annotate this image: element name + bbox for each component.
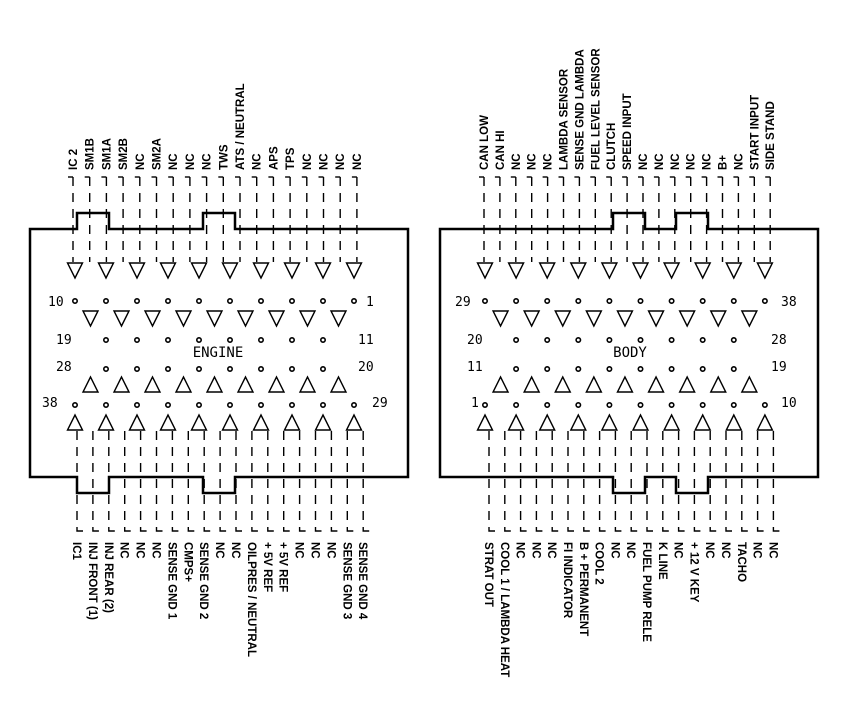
pin-contact — [228, 338, 232, 342]
pin-label-tps: TPS — [285, 147, 298, 170]
pin-arrow-up — [99, 415, 114, 430]
pin-arrow-up — [586, 377, 601, 392]
pin-contact — [669, 403, 673, 407]
pin-label-5v-ref: + 5V REF — [276, 542, 289, 593]
pin-label-nc: NC — [669, 153, 682, 170]
pin-contact — [701, 338, 705, 342]
pin-arrow-up — [145, 377, 160, 392]
pin-label-nc: NC — [251, 153, 264, 170]
pin-arrow-up — [680, 377, 695, 392]
pin-label-start-input: START INPUT — [749, 94, 762, 170]
pin-contact — [701, 367, 705, 371]
pin-arrow-down — [695, 263, 710, 278]
wire-end — [109, 528, 115, 531]
wire-end — [284, 528, 290, 531]
pin-contact — [228, 367, 232, 371]
pin-contact — [638, 299, 642, 303]
pin-contact — [732, 338, 736, 342]
pin-label-nc: NC — [766, 542, 779, 559]
wire-end — [489, 528, 495, 531]
pin-arrow-up — [509, 415, 524, 430]
pin-contact — [732, 299, 736, 303]
pin-number-label: 1 — [471, 396, 479, 411]
pin-label-ic-2: IC 2 — [68, 148, 80, 170]
pin-arrow-up — [161, 415, 176, 430]
pin-arrow-up — [331, 377, 346, 392]
pin-number-label: 1 — [366, 295, 374, 310]
pin-label-nc: NC — [638, 153, 650, 170]
pin-arrow-up — [602, 415, 617, 430]
pin-contact — [197, 403, 201, 407]
pin-contact — [545, 338, 549, 342]
wire-end — [521, 528, 527, 531]
pin-arrow-up — [176, 377, 191, 392]
pin-contact — [321, 299, 325, 303]
pin-arrow-down — [176, 311, 191, 326]
pin-label-nc: NC — [301, 153, 314, 170]
pin-label-nc: NC — [133, 542, 146, 559]
wire-end — [679, 528, 685, 531]
pin-label-clutch: CLUTCH — [606, 122, 619, 170]
pin-label-b: B+ — [717, 154, 730, 170]
pin-arrow-up — [617, 377, 632, 392]
wire-end — [125, 528, 131, 531]
pin-arrow-up — [711, 377, 726, 392]
pin-label-can-hi: CAN HI — [494, 130, 507, 170]
wire-end — [773, 528, 779, 531]
pin-arrow-down — [254, 263, 269, 278]
pin-arrow-up — [664, 415, 679, 430]
pin-arrow-down — [192, 263, 207, 278]
wire-end — [505, 528, 511, 531]
pin-label-nc: NC — [701, 153, 714, 170]
pin-arrow-down — [509, 263, 524, 278]
pin-arrow-up — [316, 415, 331, 430]
pin-arrow-down — [161, 263, 176, 278]
pin-arrow-up — [238, 377, 253, 392]
pin-contact — [73, 403, 77, 407]
pin-label-nc: NC — [213, 542, 226, 559]
pin-arrow-up — [269, 377, 284, 392]
pin-contact — [104, 367, 108, 371]
pin-arrow-down — [223, 263, 238, 278]
body-connector-title: BODY — [613, 345, 647, 361]
pin-label-inj-front-1: INJ FRONT (1) — [85, 542, 98, 620]
pin-label-nc: NC — [292, 542, 305, 559]
pin-arrow-up — [223, 415, 238, 430]
pin-contact — [135, 367, 139, 371]
pin-label-sense-gnd-3: SENSE GND 3 — [340, 542, 353, 620]
pin-label-k-line: K LINE — [655, 542, 668, 580]
pin-label-nc: NC — [733, 153, 746, 170]
pin-label-5v-ref: + 5V REF — [260, 542, 273, 593]
pin-label-nc: NC — [149, 542, 162, 559]
wire-end — [204, 528, 210, 531]
wire-end — [141, 528, 147, 531]
pin-label-tacho: TACHO — [734, 542, 747, 583]
pin-contact — [197, 338, 201, 342]
wire-end — [252, 528, 258, 531]
body-connector — [440, 48, 818, 678]
pin-contact — [104, 403, 108, 407]
pin-contact — [545, 299, 549, 303]
pin-contact — [135, 338, 139, 342]
pin-label-cool-1-lambda-heat: COOL 1 / LAMBDA HEAT — [497, 542, 510, 678]
pin-label-nc: NC — [201, 153, 214, 170]
pin-label-fi-indicator: FI INDICATOR — [561, 542, 573, 619]
pin-arrow-down — [114, 311, 129, 326]
pin-arrow-down — [540, 263, 555, 278]
pin-contact — [514, 338, 518, 342]
pin-arrow-down — [493, 311, 508, 326]
pin-arrow-up — [524, 377, 539, 392]
pin-arrow-down — [269, 311, 284, 326]
pin-label-sense-gnd-lambda: SENSE GND LAMBDA — [574, 49, 587, 170]
pin-contact — [228, 299, 232, 303]
wire-end — [157, 528, 163, 531]
pin-arrow-down — [555, 311, 570, 326]
pin-label-nc: NC — [608, 542, 621, 559]
wire-end — [710, 528, 716, 531]
pin-arrow-down — [207, 311, 222, 326]
pin-arrow-up — [300, 377, 315, 392]
pin-number-label: 10 — [48, 295, 64, 310]
pin-arrow-up — [649, 377, 664, 392]
pin-contact — [514, 403, 518, 407]
pin-label-nc: NC — [545, 542, 558, 559]
pin-contact — [576, 403, 580, 407]
pin-arrow-down — [285, 263, 300, 278]
pin-label-b-permanent: B + PERMANENT — [576, 542, 589, 637]
pin-label-nc: NC — [529, 542, 542, 559]
pin-label-tws: TWS — [218, 144, 231, 170]
pin-label-sense-gnd-4: SENSE GND 4 — [356, 542, 369, 620]
pin-contact — [290, 367, 294, 371]
pin-arrow-up — [571, 415, 586, 430]
pin-contact — [73, 299, 77, 303]
pin-arrow-down — [238, 311, 253, 326]
wire-end — [77, 528, 83, 531]
pin-contact — [607, 299, 611, 303]
pin-arrow-up — [114, 377, 129, 392]
pin-arrow-down — [316, 263, 331, 278]
pin-label-nc: NC — [653, 153, 666, 170]
wire-end — [363, 528, 369, 531]
pin-contact — [638, 403, 642, 407]
pin-contact — [352, 299, 356, 303]
pin-contact — [701, 403, 705, 407]
pin-contact — [576, 299, 580, 303]
wire-end — [300, 528, 306, 531]
pin-contact — [290, 403, 294, 407]
pin-number-label: 11 — [358, 333, 374, 348]
pin-contact — [638, 367, 642, 371]
pin-label-sense-gnd-1: SENSE GND 1 — [165, 542, 178, 620]
pin-contact — [259, 338, 263, 342]
pin-arrow-down — [99, 263, 114, 278]
pin-label-side-stand: SIDE STAND — [765, 101, 778, 170]
pin-arrow-up — [285, 415, 300, 430]
pin-contact — [545, 403, 549, 407]
pin-contact — [290, 338, 294, 342]
engine-connector — [30, 83, 408, 657]
pin-arrow-down — [602, 263, 617, 278]
pin-arrow-up — [478, 415, 493, 430]
pin-contact — [607, 338, 611, 342]
pin-number-label: 28 — [771, 333, 787, 348]
pin-label-nc: NC — [335, 153, 348, 170]
pin-arrow-up — [347, 415, 362, 430]
pin-contact — [732, 367, 736, 371]
pin-label-ic1: IC1 — [70, 542, 82, 560]
pin-label-cool-2: COOL 2 — [592, 542, 605, 585]
pin-arrow-down — [68, 263, 83, 278]
pin-arrow-down — [145, 311, 160, 326]
wire-end — [331, 528, 337, 531]
pin-arrow-down — [742, 311, 757, 326]
pin-label-nc: NC — [671, 542, 684, 559]
wire-end — [268, 528, 274, 531]
pin-contact — [607, 367, 611, 371]
pin-contact — [669, 299, 673, 303]
wire-end — [663, 528, 669, 531]
pin-number-label: 20 — [358, 360, 374, 375]
pin-label-nc: NC — [513, 542, 526, 559]
pin-contact — [197, 367, 201, 371]
pin-label-inj-rear-2: INJ REAR (2) — [101, 542, 114, 613]
pin-arrow-down — [83, 311, 98, 326]
wire-end — [172, 528, 178, 531]
pin-label-strat-out: STRAT OUT — [482, 542, 494, 607]
wire-end — [647, 528, 653, 531]
pin-number-label: 10 — [781, 396, 797, 411]
pin-label-aps: APS — [268, 146, 281, 170]
pin-contact — [352, 403, 356, 407]
pin-number-label: 38 — [42, 396, 58, 411]
pin-arrow-down — [680, 311, 695, 326]
pin-contact — [259, 367, 263, 371]
pin-contact — [483, 403, 487, 407]
pin-arrow-up — [192, 415, 207, 430]
pin-number-label: 20 — [467, 333, 483, 348]
pin-contact — [483, 299, 487, 303]
pin-arrow-up — [555, 377, 570, 392]
pin-contact — [290, 299, 294, 303]
pin-label-sm1a: SM1A — [101, 138, 114, 170]
pin-number-label: 29 — [372, 396, 388, 411]
pin-arrow-up — [254, 415, 269, 430]
pin-contact — [259, 403, 263, 407]
pin-arrow-down — [649, 311, 664, 326]
pin-contact — [259, 299, 263, 303]
pin-contact — [576, 338, 580, 342]
pin-contact — [321, 367, 325, 371]
wire-end — [615, 528, 621, 531]
pin-label-lambda-sensor: LAMBDA SENSOR — [558, 68, 571, 170]
pin-contact — [104, 338, 108, 342]
pin-arrow-up — [207, 377, 222, 392]
pin-label-nc: NC — [229, 542, 241, 559]
pin-contact — [166, 367, 170, 371]
pin-contact — [701, 299, 705, 303]
pin-number-label: 19 — [771, 360, 787, 375]
pin-number-label: 28 — [56, 360, 72, 375]
wire-end — [536, 528, 542, 531]
wire-end — [220, 528, 226, 531]
pin-contact — [732, 403, 736, 407]
engine-connector-title: ENGINE — [192, 345, 244, 361]
pin-label-cmps: CMPS+ — [181, 542, 194, 582]
pin-contact — [763, 299, 767, 303]
pin-contact — [135, 403, 139, 407]
pin-arrow-down — [478, 263, 493, 278]
pin-number-label: 19 — [56, 333, 72, 348]
pin-label-nc: NC — [685, 153, 698, 170]
pin-arrow-down — [571, 263, 586, 278]
pin-contact — [576, 367, 580, 371]
pin-arrow-down — [347, 263, 362, 278]
pin-arrow-up — [757, 415, 772, 430]
wire-end — [584, 528, 590, 531]
pin-arrow-down — [524, 311, 539, 326]
pin-contact — [669, 338, 673, 342]
pin-arrow-up — [493, 377, 508, 392]
pin-arrow-down — [331, 311, 346, 326]
pin-label-sm2a: SM2A — [151, 138, 164, 170]
wire-end — [552, 528, 558, 531]
pin-label-nc: NC — [510, 153, 523, 170]
pin-label-12-v-key: + 12 V KEY — [687, 542, 700, 603]
pin-contact — [669, 367, 673, 371]
pin-label-nc: NC — [703, 542, 716, 559]
pin-label-nc: NC — [134, 153, 147, 170]
pin-contact — [228, 403, 232, 407]
wire-end — [694, 528, 700, 531]
pin-label-ats-neutral: ATS / NEUTRAL — [235, 83, 247, 170]
pin-label-nc: NC — [526, 153, 539, 170]
pin-contact — [638, 338, 642, 342]
pin-arrow-up — [726, 415, 741, 430]
wire-end — [236, 528, 242, 531]
pin-label-nc: NC — [324, 542, 337, 559]
pin-arrow-down — [711, 311, 726, 326]
pin-arrow-up — [68, 415, 83, 430]
wire-end — [316, 528, 322, 531]
pin-arrow-up — [695, 415, 710, 430]
wire-end — [188, 528, 194, 531]
pin-label-fuel-level-sensor: FUEL LEVEL SENSOR — [590, 48, 603, 170]
pin-contact — [321, 403, 325, 407]
pin-label-oilpres-neutral: OILPRES / NEUTRAL — [244, 542, 257, 658]
pin-arrow-down — [757, 263, 772, 278]
pin-label-sm1b: SM1B — [84, 138, 97, 170]
pin-label-nc: NC — [308, 542, 321, 559]
pin-contact — [135, 299, 139, 303]
wire-end — [631, 528, 637, 531]
wire-end — [600, 528, 606, 531]
pin-label-speed-input: SPEED INPUT — [622, 93, 635, 170]
pin-arrow-down — [617, 311, 632, 326]
pin-number-label: 11 — [467, 360, 483, 375]
pin-contact — [166, 338, 170, 342]
pin-label-nc: NC — [750, 542, 763, 559]
pin-arrow-up — [540, 415, 555, 430]
wire-end — [726, 528, 732, 531]
pin-arrow-up — [742, 377, 757, 392]
pin-label-sm2b: SM2B — [118, 138, 131, 170]
pin-label-nc: NC — [351, 153, 364, 170]
pin-contact — [514, 299, 518, 303]
pin-label-nc: NC — [168, 153, 181, 170]
pin-contact — [607, 403, 611, 407]
pin-arrow-down — [664, 263, 679, 278]
pin-contact — [104, 299, 108, 303]
pin-label-fuel-pump-rele: FUEL PUMP RELE — [640, 542, 652, 642]
pin-arrow-down — [726, 263, 741, 278]
pin-label-nc: NC — [624, 542, 637, 559]
pin-contact — [763, 403, 767, 407]
pin-number-label: 38 — [781, 295, 797, 310]
pin-contact — [514, 367, 518, 371]
pin-number-label: 29 — [455, 295, 471, 310]
pin-contact — [197, 299, 201, 303]
wire-end — [347, 528, 353, 531]
pin-arrow-down — [300, 311, 315, 326]
pin-contact — [545, 367, 549, 371]
pin-arrow-down — [586, 311, 601, 326]
pin-label-sense-gnd-2: SENSE GND 2 — [197, 542, 210, 620]
pin-contact — [166, 299, 170, 303]
pin-arrow-down — [130, 263, 145, 278]
pin-label-can-low: CAN LOW — [479, 115, 491, 170]
wire-end — [93, 528, 99, 531]
pin-label-nc: NC — [184, 153, 197, 170]
pin-contact — [166, 403, 170, 407]
pin-label-nc: NC — [117, 542, 130, 559]
wire-end — [568, 528, 574, 531]
wire-end — [742, 528, 748, 531]
pin-label-nc: NC — [542, 153, 555, 170]
pin-arrow-down — [633, 263, 648, 278]
pin-arrow-up — [130, 415, 145, 430]
pin-contact — [321, 338, 325, 342]
wire-end — [758, 528, 764, 531]
pin-arrow-up — [83, 377, 98, 392]
pin-arrow-up — [633, 415, 648, 430]
pin-label-nc: NC — [318, 153, 331, 170]
pin-label-nc: NC — [719, 542, 731, 559]
